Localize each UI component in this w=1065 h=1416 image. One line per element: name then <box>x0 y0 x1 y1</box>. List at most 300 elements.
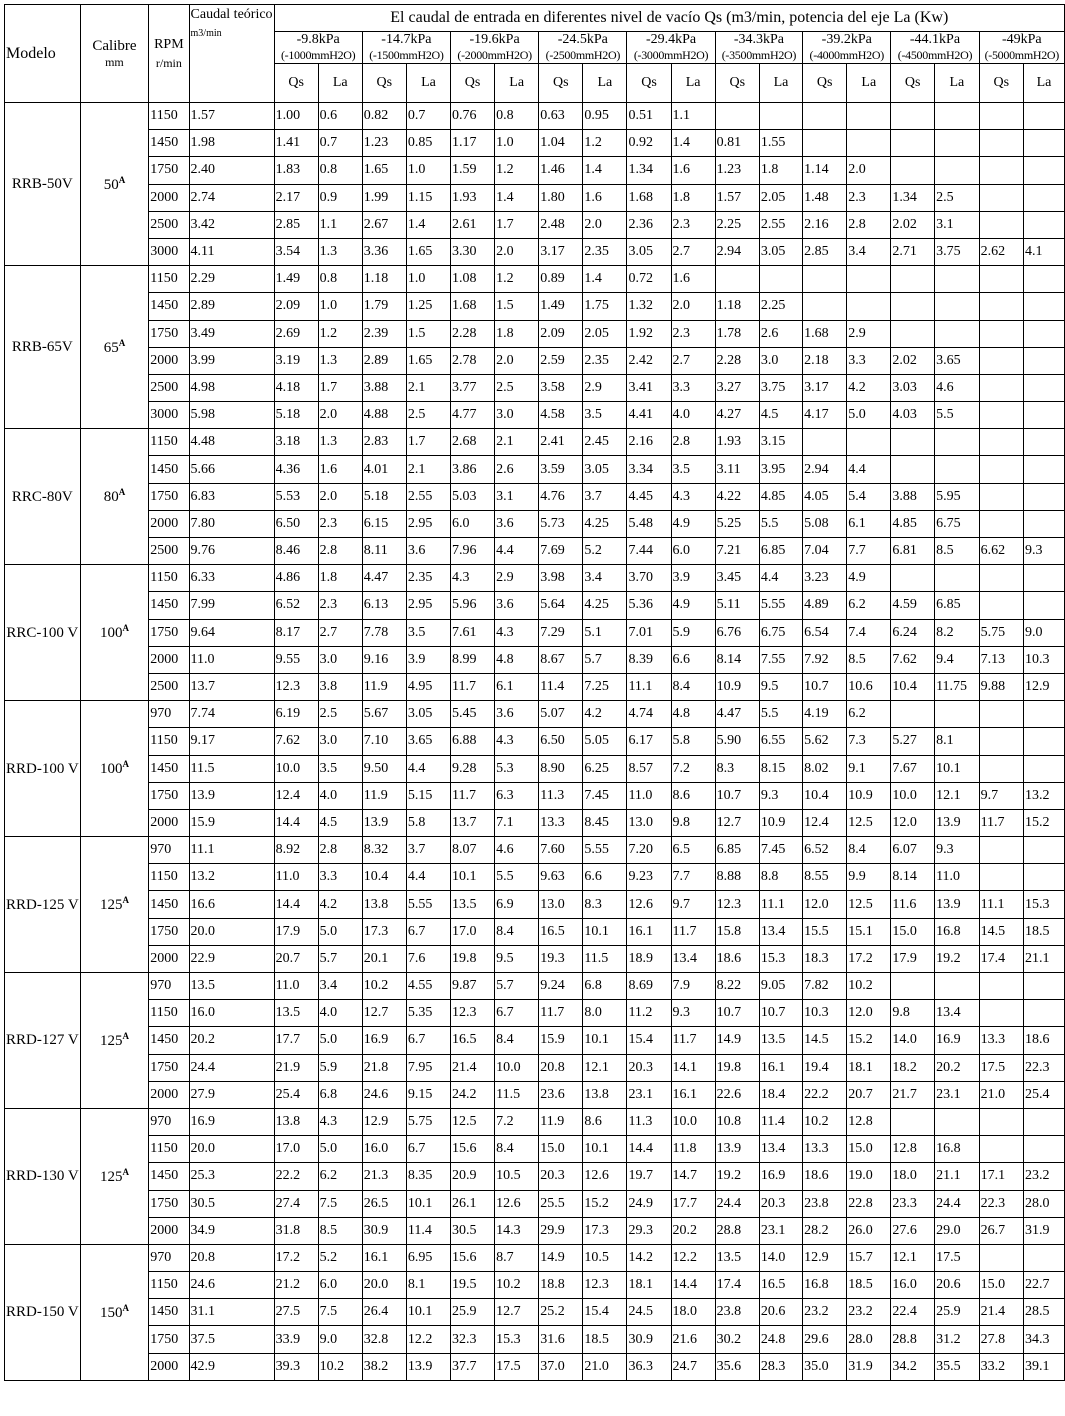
qs-cell: 32.8 <box>362 1326 406 1353</box>
qs-cell: 17.9 <box>891 945 935 972</box>
calibre-value: 150 <box>99 1304 123 1321</box>
qs-cell: 20.0 <box>362 1272 406 1299</box>
qs-cell: 1.23 <box>715 157 759 184</box>
la-cell: 2.0 <box>318 402 362 429</box>
table-row <box>5 157 1065 184</box>
table-row <box>5 1326 1065 1353</box>
table-row <box>5 864 1065 891</box>
qs-cell: 36.3 <box>627 1353 671 1380</box>
header-qs: Qs <box>803 64 847 103</box>
qs-cell: 8.14 <box>715 646 759 673</box>
qs-cell: 2.78 <box>451 347 495 374</box>
la-cell: 17.3 <box>583 1217 627 1244</box>
qs-cell: 11.2 <box>627 1000 671 1027</box>
la-cell: 3.5 <box>318 755 362 782</box>
qs-cell: 3.05 <box>627 238 671 265</box>
qs-cell: 24.5 <box>627 1299 671 1326</box>
la-cell <box>1024 1136 1065 1163</box>
rpm-cell: 1750 <box>149 483 189 510</box>
qs-cell: 7.82 <box>803 973 847 1000</box>
rpm-cell: 2000 <box>149 510 189 537</box>
la-cell: 15.3 <box>759 945 802 972</box>
qs-cell: 5.90 <box>715 728 759 755</box>
qs-cell: 6.52 <box>274 592 318 619</box>
la-cell: 3.05 <box>583 456 627 483</box>
la-cell: 6.9 <box>495 891 539 918</box>
la-cell: 15.0 <box>847 1136 891 1163</box>
qs-cell: 2.39 <box>362 320 406 347</box>
la-cell: 10.1 <box>935 755 980 782</box>
qs-cell: 12.3 <box>451 1000 495 1027</box>
model-calibre <box>80 266 149 429</box>
la-cell: 4.4 <box>847 456 891 483</box>
la-cell: 7.9 <box>671 973 715 1000</box>
la-cell: 6.85 <box>759 538 802 565</box>
la-cell: 1.6 <box>671 266 715 293</box>
la-cell: 4.1 <box>1024 238 1065 265</box>
qs-cell: 0.72 <box>627 266 671 293</box>
qs-cell: 14.9 <box>715 1027 759 1054</box>
caudal-teorico-cell: 37.5 <box>189 1326 274 1353</box>
la-cell <box>1024 483 1065 510</box>
table-row <box>5 103 1065 130</box>
qs-cell: 3.27 <box>715 374 759 401</box>
qs-cell: 2.67 <box>362 211 406 238</box>
la-cell: 1.2 <box>318 320 362 347</box>
caudal-teorico-cell: 24.6 <box>189 1272 274 1299</box>
qs-cell: 9.8 <box>891 1000 935 1027</box>
qs-cell: 17.0 <box>451 918 495 945</box>
qs-cell: 8.11 <box>362 538 406 565</box>
caudal-teorico-cell: 2.40 <box>189 157 274 184</box>
qs-cell: 7.62 <box>891 646 935 673</box>
spec-table-wrapper <box>4 4 1065 1381</box>
qs-cell: 2.83 <box>362 429 406 456</box>
la-cell: 9.0 <box>318 1326 362 1353</box>
la-cell: 12.5 <box>847 809 891 836</box>
table-row <box>5 673 1065 700</box>
la-cell: 12.1 <box>935 782 980 809</box>
la-cell: 3.65 <box>406 728 450 755</box>
la-cell: 1.6 <box>671 157 715 184</box>
caudal-teorico-cell: 25.3 <box>189 1163 274 1190</box>
la-cell: 15.1 <box>847 918 891 945</box>
la-cell: 3.3 <box>671 374 715 401</box>
la-cell: 5.55 <box>583 837 627 864</box>
qs-cell: 10.7 <box>715 782 759 809</box>
la-cell: 2.35 <box>583 347 627 374</box>
qs-cell: 5.03 <box>451 483 495 510</box>
model-name: RRD-130 V <box>5 1108 81 1244</box>
la-cell: 12.9 <box>1024 673 1065 700</box>
qs-cell: 15.5 <box>803 918 847 945</box>
la-cell: 10.1 <box>406 1190 450 1217</box>
qs-cell: 6.24 <box>891 619 935 646</box>
la-cell: 3.8 <box>318 673 362 700</box>
qs-cell: 20.3 <box>539 1163 583 1190</box>
la-cell: 4.55 <box>406 973 450 1000</box>
la-cell: 9.1 <box>847 755 891 782</box>
rpm-cell: 2000 <box>149 347 189 374</box>
header-qs: Qs <box>362 64 406 103</box>
qs-cell: 3.88 <box>362 374 406 401</box>
la-cell: 5.5 <box>935 402 980 429</box>
la-cell <box>935 565 980 592</box>
qs-cell <box>803 293 847 320</box>
qs-cell <box>891 456 935 483</box>
qs-cell: 8.32 <box>362 837 406 864</box>
qs-cell: 3.58 <box>539 374 583 401</box>
la-cell: 5.7 <box>583 646 627 673</box>
qs-cell: 4.03 <box>891 402 935 429</box>
la-cell: 5.2 <box>318 1244 362 1271</box>
qs-cell: 22.2 <box>274 1163 318 1190</box>
qs-cell: 9.50 <box>362 755 406 782</box>
la-cell <box>935 157 980 184</box>
qs-cell: 7.67 <box>891 755 935 782</box>
qs-cell: 33.9 <box>274 1326 318 1353</box>
qs-cell: 2.42 <box>627 347 671 374</box>
vacuum-kpa-label: -49kPa <box>1001 32 1042 47</box>
la-cell: 23.2 <box>1024 1163 1065 1190</box>
caudal-teorico-cell: 4.48 <box>189 429 274 456</box>
qs-cell: 2.18 <box>803 347 847 374</box>
header-la: La <box>583 64 627 103</box>
qs-cell: 12.0 <box>803 891 847 918</box>
la-cell <box>935 103 980 130</box>
qs-cell: 13.0 <box>627 809 671 836</box>
rpm-cell: 970 <box>149 701 189 728</box>
la-cell <box>1024 728 1065 755</box>
qs-cell: 5.45 <box>451 701 495 728</box>
qs-cell: 33.2 <box>979 1353 1023 1380</box>
qs-cell: 8.69 <box>627 973 671 1000</box>
caudal-teorico-cell: 20.8 <box>189 1244 274 1271</box>
table-row <box>5 1272 1065 1299</box>
qs-cell <box>891 293 935 320</box>
la-cell: 18.0 <box>671 1299 715 1326</box>
la-cell: 13.2 <box>1024 782 1065 809</box>
header-qs: Qs <box>715 64 759 103</box>
qs-cell: 17.7 <box>274 1027 318 1054</box>
qs-cell <box>979 728 1023 755</box>
qs-cell: 9.7 <box>979 782 1023 809</box>
la-cell: 1.4 <box>495 184 539 211</box>
la-cell: 2.6 <box>495 456 539 483</box>
la-cell: 10.7 <box>759 1000 802 1027</box>
qs-cell: 7.21 <box>715 538 759 565</box>
la-cell: 5.8 <box>406 809 450 836</box>
qs-cell: 9.88 <box>979 673 1023 700</box>
qs-cell <box>803 103 847 130</box>
qs-cell: 29.6 <box>803 1326 847 1353</box>
calibre-superscript: A <box>122 1166 129 1177</box>
la-cell: 16.1 <box>759 1054 802 1081</box>
qs-cell: 12.7 <box>715 809 759 836</box>
la-cell: 5.55 <box>406 891 450 918</box>
la-cell: 10.1 <box>583 918 627 945</box>
vacuum-kpa-label: -29.4kPa <box>645 32 697 47</box>
rpm-cell: 1750 <box>149 918 189 945</box>
la-cell: 9.3 <box>1024 538 1065 565</box>
table-row <box>5 538 1065 565</box>
qs-cell <box>979 1108 1023 1135</box>
la-cell: 4.2 <box>318 891 362 918</box>
qs-cell: 8.67 <box>539 646 583 673</box>
qs-cell: 4.47 <box>715 701 759 728</box>
qs-cell: 22.6 <box>715 1081 759 1108</box>
qs-cell: 28.2 <box>803 1217 847 1244</box>
qs-cell: 39.3 <box>274 1353 318 1380</box>
vacuum-mmh2o-label: (-4500mmH2O) <box>897 48 973 62</box>
la-cell <box>1024 347 1065 374</box>
la-cell: 1.4 <box>671 130 715 157</box>
la-cell: 5.0 <box>318 1027 362 1054</box>
la-cell: 16.9 <box>935 1027 980 1054</box>
la-cell: 34.3 <box>1024 1326 1065 1353</box>
la-cell: 1.6 <box>318 456 362 483</box>
qs-cell: 12.9 <box>803 1244 847 1271</box>
qs-cell: 6.88 <box>451 728 495 755</box>
caudal-teorico-cell: 20.0 <box>189 1136 274 1163</box>
qs-cell: 7.13 <box>979 646 1023 673</box>
caudal-teorico-cell: 20.2 <box>189 1027 274 1054</box>
qs-cell: 2.94 <box>715 238 759 265</box>
qs-cell <box>891 429 935 456</box>
la-cell: 1.2 <box>583 130 627 157</box>
la-cell: 8.45 <box>583 809 627 836</box>
rpm-cell: 1750 <box>149 1054 189 1081</box>
qs-cell: 8.17 <box>274 619 318 646</box>
la-cell: 9.3 <box>935 837 980 864</box>
table-row <box>5 782 1065 809</box>
qs-cell: 17.1 <box>979 1163 1023 1190</box>
model-calibre <box>80 103 149 266</box>
la-cell: 1.8 <box>318 565 362 592</box>
qs-cell: 27.4 <box>274 1190 318 1217</box>
qs-cell: 11.0 <box>274 973 318 1000</box>
la-cell: 14.3 <box>495 1217 539 1244</box>
la-cell: 3.0 <box>495 402 539 429</box>
la-cell: 19.2 <box>935 945 980 972</box>
rpm-cell: 2000 <box>149 184 189 211</box>
qs-cell: 12.1 <box>891 1244 935 1271</box>
qs-cell: 24.2 <box>451 1081 495 1108</box>
qs-cell: 2.61 <box>451 211 495 238</box>
qs-cell: 3.19 <box>274 347 318 374</box>
la-cell: 10.0 <box>671 1108 715 1135</box>
caudal-teorico-cell: 27.9 <box>189 1081 274 1108</box>
qs-cell: 4.86 <box>274 565 318 592</box>
qs-cell: 1.99 <box>362 184 406 211</box>
la-cell <box>1024 456 1065 483</box>
qs-cell: 7.78 <box>362 619 406 646</box>
qs-cell: 26.1 <box>451 1190 495 1217</box>
qs-cell: 3.36 <box>362 238 406 265</box>
table-row <box>5 510 1065 537</box>
qs-cell: 19.3 <box>539 945 583 972</box>
qs-cell <box>979 1244 1023 1271</box>
qs-cell: 2.89 <box>362 347 406 374</box>
la-cell: 8.15 <box>759 755 802 782</box>
caudal-teorico-cell: 4.98 <box>189 374 274 401</box>
calibre-value: 65 <box>103 339 119 356</box>
la-cell <box>935 701 980 728</box>
la-cell: 0.7 <box>406 103 450 130</box>
qs-cell: 4.76 <box>539 483 583 510</box>
qs-cell: 28.8 <box>715 1217 759 1244</box>
qs-cell: 18.6 <box>803 1163 847 1190</box>
la-cell: 16.8 <box>935 1136 980 1163</box>
la-cell: 3.75 <box>759 374 802 401</box>
la-cell: 3.05 <box>406 701 450 728</box>
la-cell: 8.1 <box>406 1272 450 1299</box>
qs-cell: 10.8 <box>715 1108 759 1135</box>
la-cell: 19.0 <box>847 1163 891 1190</box>
la-cell <box>1024 157 1065 184</box>
la-cell: 1.75 <box>583 293 627 320</box>
qs-cell: 13.9 <box>715 1136 759 1163</box>
qs-cell: 6.54 <box>803 619 847 646</box>
la-cell: 5.95 <box>935 483 980 510</box>
qs-cell: 13.8 <box>274 1108 318 1135</box>
la-cell: 9.0 <box>1024 619 1065 646</box>
qs-cell: 4.05 <box>803 483 847 510</box>
la-cell: 6.7 <box>406 1027 450 1054</box>
la-cell: 2.95 <box>406 592 450 619</box>
header-vacuum-level <box>891 32 979 64</box>
la-cell: 0.8 <box>318 266 362 293</box>
qs-cell: 8.99 <box>451 646 495 673</box>
caudal-teorico-cell: 16.0 <box>189 1000 274 1027</box>
qs-cell: 2.62 <box>979 238 1023 265</box>
qs-cell: 3.11 <box>715 456 759 483</box>
la-cell: 3.0 <box>318 728 362 755</box>
qs-cell: 11.1 <box>627 673 671 700</box>
qs-cell: 6.62 <box>979 538 1023 565</box>
table-row <box>5 1081 1065 1108</box>
qs-cell: 4.77 <box>451 402 495 429</box>
caudal-teorico-cell: 4.11 <box>189 238 274 265</box>
header-vacuum-level <box>979 32 1064 64</box>
table-row <box>5 728 1065 755</box>
la-cell <box>1024 320 1065 347</box>
qs-cell: 9.63 <box>539 864 583 891</box>
la-cell: 7.2 <box>495 1108 539 1135</box>
la-cell: 4.8 <box>495 646 539 673</box>
header-la: La <box>318 64 362 103</box>
qs-cell <box>979 483 1023 510</box>
qs-cell <box>979 157 1023 184</box>
qs-cell: 6.81 <box>891 538 935 565</box>
la-cell: 9.3 <box>759 782 802 809</box>
vacuum-kpa-label: -44.1kPa <box>909 32 961 47</box>
la-cell: 2.0 <box>671 293 715 320</box>
qs-cell: 4.19 <box>803 701 847 728</box>
la-cell: 2.45 <box>583 429 627 456</box>
calibre-value: 125 <box>99 897 123 914</box>
qs-cell: 10.9 <box>715 673 759 700</box>
la-cell: 17.7 <box>671 1190 715 1217</box>
qs-cell <box>979 266 1023 293</box>
la-cell: 8.7 <box>495 1244 539 1271</box>
la-cell <box>847 429 891 456</box>
qs-cell: 26.4 <box>362 1299 406 1326</box>
la-cell: 18.5 <box>1024 918 1065 945</box>
la-cell: 28.0 <box>847 1326 891 1353</box>
qs-cell <box>891 130 935 157</box>
qs-cell: 7.96 <box>451 538 495 565</box>
qs-cell: 1.68 <box>451 293 495 320</box>
la-cell: 13.4 <box>759 1136 802 1163</box>
la-cell: 4.0 <box>318 782 362 809</box>
qs-cell <box>803 266 847 293</box>
header-la: La <box>759 64 802 103</box>
la-cell: 5.55 <box>759 592 802 619</box>
qs-cell: 4.88 <box>362 402 406 429</box>
la-cell: 6.6 <box>583 864 627 891</box>
qs-cell: 3.17 <box>803 374 847 401</box>
caudal-teorico-cell: 3.49 <box>189 320 274 347</box>
la-cell: 16.9 <box>759 1163 802 1190</box>
qs-cell: 16.0 <box>891 1272 935 1299</box>
la-cell <box>759 266 802 293</box>
la-cell: 4.5 <box>318 809 362 836</box>
table-row <box>5 565 1065 592</box>
qs-cell: 30.9 <box>362 1217 406 1244</box>
la-cell: 6.25 <box>583 755 627 782</box>
qs-cell: 30.9 <box>627 1326 671 1353</box>
qs-cell <box>979 837 1023 864</box>
la-cell: 4.9 <box>847 565 891 592</box>
caudal-teorico-cell: 5.66 <box>189 456 274 483</box>
la-cell: 3.1 <box>935 211 980 238</box>
qs-cell: 3.54 <box>274 238 318 265</box>
la-cell <box>1024 1108 1065 1135</box>
qs-cell: 5.08 <box>803 510 847 537</box>
la-cell <box>1024 184 1065 211</box>
qs-cell: 5.96 <box>451 592 495 619</box>
la-cell: 4.3 <box>495 619 539 646</box>
qs-cell: 3.70 <box>627 565 671 592</box>
la-cell <box>1024 429 1065 456</box>
table-row <box>5 483 1065 510</box>
qs-cell: 2.85 <box>803 238 847 265</box>
la-cell: 24.7 <box>671 1353 715 1380</box>
qs-cell: 10.0 <box>891 782 935 809</box>
la-cell: 2.1 <box>406 374 450 401</box>
table-row <box>5 1217 1065 1244</box>
rpm-cell: 970 <box>149 837 189 864</box>
la-cell: 23.1 <box>935 1081 980 1108</box>
header-la: La <box>1024 64 1065 103</box>
qs-cell <box>715 103 759 130</box>
table-row <box>5 619 1065 646</box>
la-cell <box>1024 973 1065 1000</box>
qs-cell: 3.77 <box>451 374 495 401</box>
la-cell: 8.35 <box>406 1163 450 1190</box>
rpm-cell: 2500 <box>149 211 189 238</box>
qs-cell: 9.87 <box>451 973 495 1000</box>
la-cell: 29.0 <box>935 1217 980 1244</box>
caudal-teorico-cell: 6.33 <box>189 565 274 592</box>
table-row <box>5 429 1065 456</box>
la-cell: 15.3 <box>495 1326 539 1353</box>
la-cell: 15.2 <box>583 1190 627 1217</box>
qs-cell: 37.0 <box>539 1353 583 1380</box>
qs-cell: 20.1 <box>362 945 406 972</box>
la-cell: 1.6 <box>583 184 627 211</box>
